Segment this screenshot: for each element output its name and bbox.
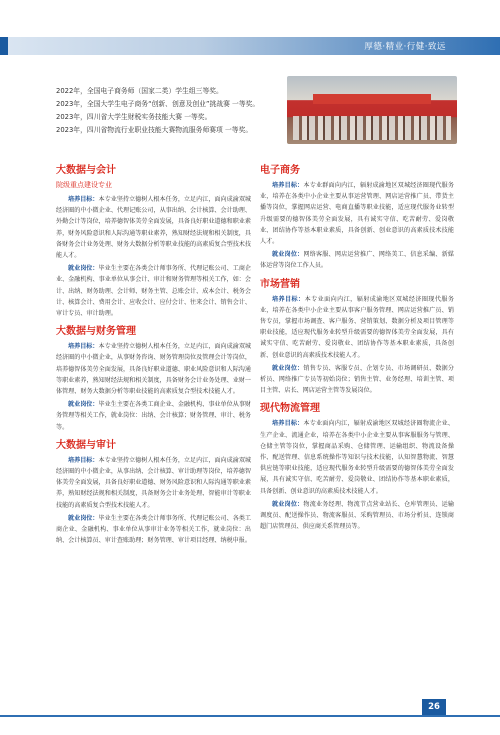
job-label: 就业岗位： xyxy=(272,364,304,372)
section-accounting xyxy=(56,164,251,319)
job-label: 就业岗位： xyxy=(68,514,99,522)
job-text: 毕业生主要在各类会计师事务所、代理记账公司、各类工商企业、金融机构、事业单位从事审计业务等相关工作，就业岗位：出纳、会计核算员、审计查账助理；财务管理、审计项目经理、纳税申报。 xyxy=(56,514,252,545)
section-title: 大数据与财务管理 xyxy=(56,326,136,338)
goal-label: 培养目标： xyxy=(272,295,305,303)
section-audit xyxy=(56,439,251,547)
achievement-item: 2023年，四川省大学生财税实务技能大赛 一等奖。 xyxy=(56,113,212,121)
section-marketing xyxy=(260,278,454,397)
header-motto: 厚德·精业·行健·致远 xyxy=(364,42,446,52)
job-text: 销售专员、客服专员、企划专员、市场调研员、数据分析员、网络推广专员等初始岗位；销售主管、业务经理、培训主管、项目主管、店长、网店运营主管等发展岗位。 xyxy=(260,364,455,395)
job-text: 毕业生主要在各类会计师事务所、代理记账公司、工商企业、金融机构、事业单位从事会计、审计和财务管理等相关工作，如：会计、出纳、财务助理、会计师、财务主管、总账会计、成本会计、税务会计、核算会计、费用会计、应收会计、应付会计、往来会计、销售会计、审计专员、审计助理。 xyxy=(56,265,252,318)
footer-line xyxy=(0,715,500,717)
photo-banner xyxy=(313,94,431,104)
section-jobs xyxy=(56,399,251,433)
section-logistics xyxy=(260,402,454,532)
goal-text: 本专业面向内江，辐射成渝地区双城经济圈物流企业、生产企业、流通企业，培养在各类中小企业主要从事客服服务与管理、仓储主管等岗位，掌握商品采购、仓储管理、运输组织、物流设备操作、配送管理、信息系统操作等知识与技术技能，认知智慧物流、智慧供应链等职业技能，适应现代服务业转型升级需要的德智体美劳全面发展，具有诚实守信、吃苦耐劳、爱岗敬业、团结协作等基本职业素质，具备创新、创业意识的高素质技术技能人才。 xyxy=(260,420,455,495)
page-number: 26 xyxy=(422,699,446,715)
group-photo xyxy=(287,76,457,144)
goal-text: 本专业坚持立德树人根本任务，立足内江，面向成渝双城经济圈的中小微企业、代理记账公司，从事出纳、会计核算、会计助理、外勤会计等岗位，培养德智体美劳全面发展，具备良好职业道德和职业素养，财务风险意识和人际沟通等职业素养，熟知财经法规和相关制度，具备财务会计业务处理、财务大数据分析等职业技能的高素质复合型技术技能人才。 xyxy=(56,196,252,260)
section-goal xyxy=(260,180,454,247)
achievement-item: 2023年，全国大学生电子商务“创新、创意及创业”挑战赛 一等奖。 xyxy=(56,100,260,108)
section-jobs xyxy=(56,513,251,547)
job-label: 就业岗位： xyxy=(272,251,304,259)
achievement-item: 2022年，全国电子商务师（国家二类）学生组三等奖。 xyxy=(56,87,223,95)
job-text: 毕业生主要在各类工商企业、金融机构、事业单位从事财务管理等相关工作，就业岗位：出纳、会计核算；财务管理、审计、税务等。 xyxy=(56,401,252,431)
job-label: 就业岗位： xyxy=(68,265,99,273)
section-jobs xyxy=(260,499,454,533)
goal-text: 本专业群面向内江，辐射成渝地区双城经济圈现代服务业，培养在各类中小企业主要从事运营管理、网店运营推广员、带货主播等岗位，掌握网店运营、电商直播等职业技能，适应现代服务业转型升级需要的德智体美劳全面发展，具有诚实守信、吃苦耐劳、爱岗敬业、团结协作等基本职业素质，具备创新、创业意识的高素质技术技能人才。 xyxy=(260,182,455,246)
right-column xyxy=(260,164,454,538)
job-text: 物流业务经理、物流节点营业站长、仓库管理员、运输调度员、配送操作员、物流客服员、采购管理员、市场分析员、连锁商超门店管理员、供应商关系管理员等。 xyxy=(260,500,455,531)
goal-label: 培养目标： xyxy=(272,420,304,428)
goal-text: 本专业坚持立德树人根本任务，立足内江，面向成渝双城经济圈的中小微企业，从事出纳、会计核算、审计助理等岗位，培养德智体美劳全面发展，具备良好职业道德、财务风险意识和人际沟通等职业素养，熟知财经法规和相关制度，具备财务会计业务处理、智能审计等职业技能的高素质复合型技术技能人才。 xyxy=(56,456,252,509)
section-finance xyxy=(56,325,251,433)
job-label: 就业岗位： xyxy=(68,401,99,409)
section-goal xyxy=(260,294,454,361)
section-jobs xyxy=(260,249,454,271)
section-goal xyxy=(56,341,251,397)
section-goal xyxy=(260,418,454,496)
section-title: 市场营销 xyxy=(260,278,300,290)
section-jobs xyxy=(56,263,251,319)
section-jobs xyxy=(260,363,454,397)
section-title: 大数据与会计 xyxy=(56,165,116,176)
goal-label: 培养目标： xyxy=(68,456,99,464)
goal-label: 培养目标： xyxy=(68,343,99,351)
section-title: 大数据与审计 xyxy=(56,439,116,451)
job-text: 网络客服、网店运营推广、网络美工、信息采编、新媒体运营等岗位工作人员。 xyxy=(260,251,455,270)
goal-text: 本专业坚持立德树人根本任务，立足内江，面向成渝双城经济圈的中小微企业，从事财务咨询、财务管理岗位及管理会计等岗位，培养德智体美劳全面发展，具备良好职业道德、职业风险意识和人际沟通等职业素养，熟知财经法规和相关制度，具备财务会计业务处理、业财一体管理、财务大数据分析等职业技能的高素质复合型技术技能人才。 xyxy=(56,343,252,396)
section-subtitle: 院级重点建设专业 xyxy=(56,181,112,189)
section-title: 电子商务 xyxy=(260,165,300,176)
section-goal xyxy=(56,455,251,511)
section-title: 现代物流管理 xyxy=(260,403,320,415)
job-label: 就业岗位： xyxy=(272,500,304,508)
goal-text: 本专业面向内江，辐射成渝地区双城经济圈现代服务业，培养在各类中小企业主要从事客户服务管理、网店运营推广员、销售专员，掌握市场调查、客户服务、营销策划、数据分析及项目管理等职业技能，适应现代服务业转型升级需要的德智体美劳全面发展，具有诚实守信、吃苦耐劳、爱岗敬业、团结协作等基本职业素质，具备创新、创业意识的高素质技术技能人才。 xyxy=(260,295,455,359)
section-goal xyxy=(56,194,251,261)
achievement-item: 2023年，四川省物流行业职业技能大赛物流服务师赛项 一等奖。 xyxy=(56,126,253,134)
achievements-list xyxy=(56,85,286,137)
photo-people xyxy=(293,116,451,140)
goal-label: 培养目标： xyxy=(272,182,304,189)
section-ecommerce xyxy=(260,164,454,272)
left-column xyxy=(56,164,251,552)
goal-label: 培养目标： xyxy=(68,196,99,203)
header-accent xyxy=(0,37,8,55)
